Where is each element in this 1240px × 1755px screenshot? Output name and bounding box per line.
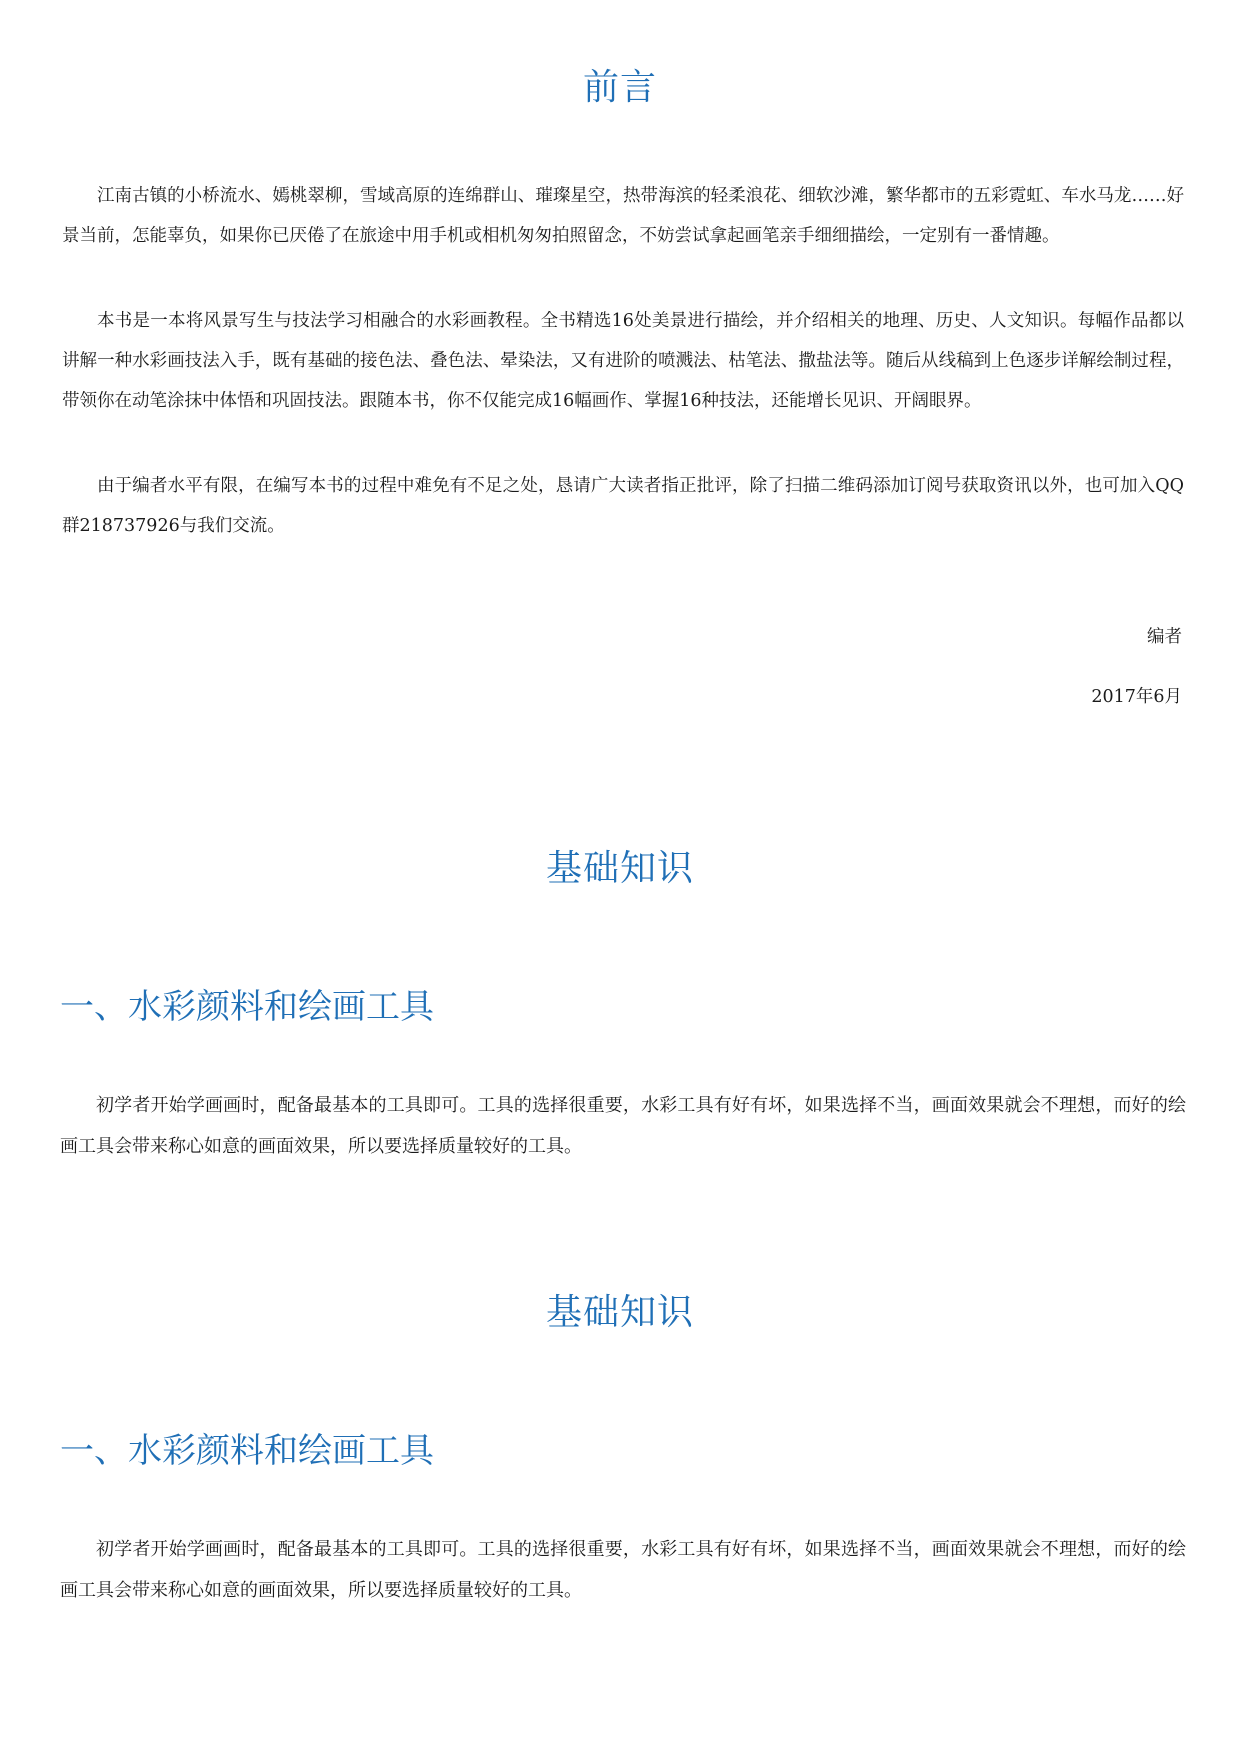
- section-body-1: 初学者开始学画画时，配备最基本的工具即可。工具的选择很重要，水彩工具有好有坏，如果选择不当，画面效果就会不理想，而好的绘画工具会带来称心如意的画面效果，所以要选择质量较好的工具。: [60, 1095, 1186, 1157]
- preface-date: 2017年6月: [1091, 687, 1182, 707]
- section-heading-watercolor-tools-1: 一、水彩颜料和绘画工具: [60, 987, 434, 1027]
- preface-paragraph-2: 本书是一本将风景写生与技法学习相融合的水彩画教程。全书精选16处美景进行描绘，并介绍相关的地理、历史、人文知识。每幅作品都以讲解一种水彩画技法入手，既有基础的接色法、叠色法、晕染法，又有进阶的喷溅法、枯笔法、撒盐法等。随后从线稿到上色逐步详解绘制过程，带领你在动笔涂抹中体悟和巩固技法。跟随本书，你不仅能完成16幅画作、掌握16种技法，还能增长见识、开阔眼界。: [62, 311, 1184, 411]
- preface-paragraph-3: 由于编者水平有限，在编写本书的过程中难免有不足之处，恳请广大读者指正批评，除了扫描二维码添加订阅号获取资讯以外，也可加入QQ群218737926与我们交流。: [62, 476, 1184, 536]
- preface-author: 编者: [1147, 627, 1182, 647]
- section-title-basics-1: 基础知识: [545, 848, 694, 889]
- section-title-basics-2: 基础知识: [545, 1292, 694, 1333]
- preface-title: 前言: [582, 67, 657, 108]
- section-body-2: 初学者开始学画画时，配备最基本的工具即可。工具的选择很重要，水彩工具有好有坏，如果选择不当，画面效果就会不理想，而好的绘画工具会带来称心如意的画面效果，所以要选择质量较好的工具。: [60, 1539, 1186, 1601]
- preface-paragraph-1: 江南古镇的小桥流水、嫣桃翠柳，雪域高原的连绵群山、璀璨星空，热带海滨的轻柔浪花、细软沙滩，繁华都市的五彩霓虹、车水马龙……好景当前，怎能辜负，如果你已厌倦了在旅途中用手机或相机匆匆拍照留念，不妨尝试拿起画笔亲手细细描绘，一定别有一番情趣。: [62, 186, 1184, 246]
- section-heading-watercolor-tools-2: 一、水彩颜料和绘画工具: [60, 1431, 434, 1471]
